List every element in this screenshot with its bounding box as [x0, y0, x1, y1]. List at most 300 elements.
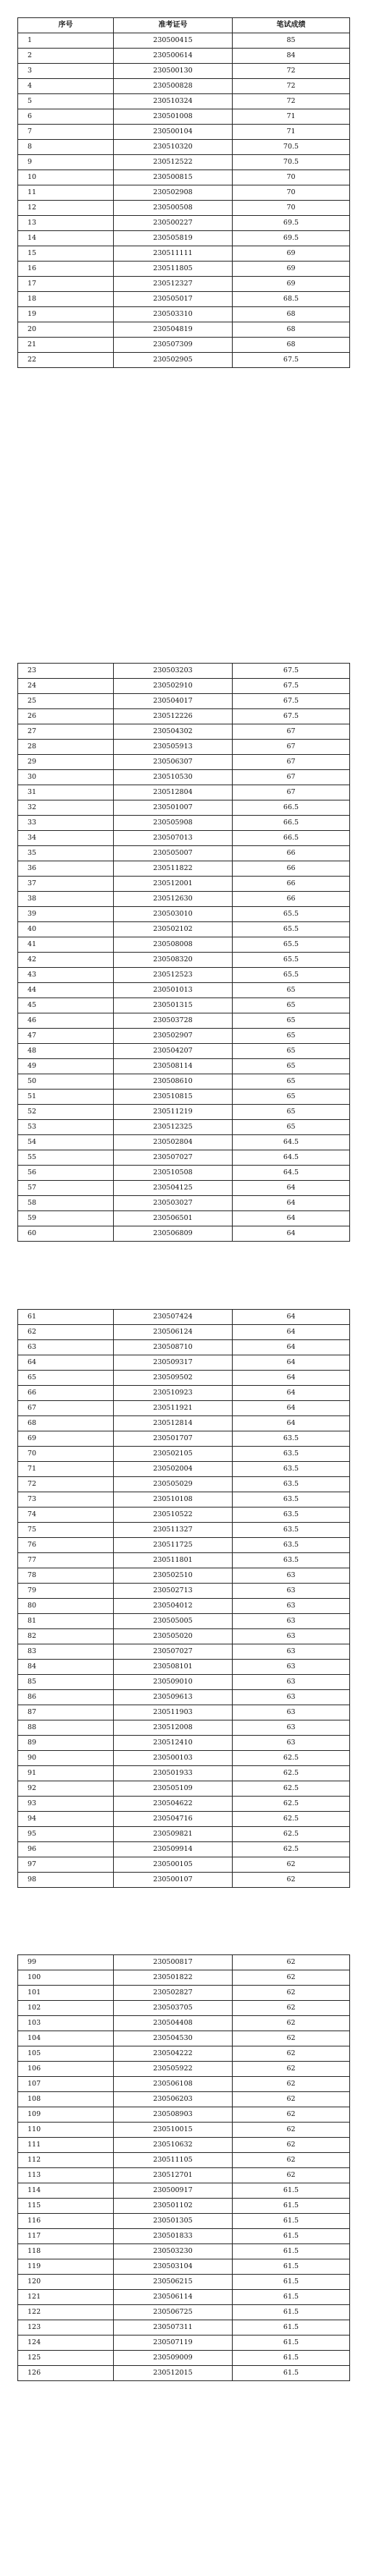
row-seq: 107 — [18, 2077, 114, 2092]
table-row — [18, 1970, 350, 1986]
row-seq: 43 — [18, 968, 114, 983]
row-score: 61.5 — [233, 2366, 350, 2381]
table-row — [18, 724, 350, 740]
row-seq: 22 — [18, 353, 114, 368]
table-row — [18, 1842, 350, 1857]
row-exam-id: 230508710 — [114, 1340, 233, 1355]
row-seq: 51 — [18, 1090, 114, 1105]
row-exam-id: 230510324 — [114, 94, 233, 109]
table-row — [18, 79, 350, 94]
row-seq: 6 — [18, 109, 114, 125]
row-seq: 44 — [18, 983, 114, 998]
row-score: 63 — [233, 1644, 350, 1660]
row-score: 66.5 — [233, 800, 350, 816]
row-score: 62 — [233, 1955, 350, 1970]
row-score: 70.5 — [233, 155, 350, 170]
row-exam-id: 230505020 — [114, 1629, 233, 1644]
row-score: 63.5 — [233, 1538, 350, 1553]
row-score: 63 — [233, 1660, 350, 1675]
row-seq: 26 — [18, 709, 114, 724]
table-row — [18, 1416, 350, 1431]
score-table — [17, 1309, 350, 1888]
row-score: 63.5 — [233, 1553, 350, 1568]
row-seq: 117 — [18, 2229, 114, 2244]
row-score: 64 — [233, 1196, 350, 1211]
table-row — [18, 2016, 350, 2031]
table-row — [18, 664, 350, 679]
row-exam-id: 230501013 — [114, 983, 233, 998]
table-row — [18, 201, 350, 216]
row-exam-id: 230504207 — [114, 1044, 233, 1059]
row-seq: 46 — [18, 1013, 114, 1029]
row-exam-id: 230511111 — [114, 246, 233, 262]
row-score: 70 — [233, 185, 350, 201]
table-row — [18, 1797, 350, 1812]
row-exam-id: 230504222 — [114, 2046, 233, 2062]
row-seq: 72 — [18, 1477, 114, 1492]
row-exam-id: 230505819 — [114, 231, 233, 246]
row-exam-id: 230500105 — [114, 1857, 233, 1873]
row-score: 65 — [233, 1013, 350, 1029]
table-row — [18, 2214, 350, 2229]
row-exam-id: 230511801 — [114, 1553, 233, 1568]
row-score: 67.5 — [233, 679, 350, 694]
row-score: 64 — [233, 1401, 350, 1416]
table-row — [18, 155, 350, 170]
row-score: 69.5 — [233, 231, 350, 246]
row-exam-id: 230504302 — [114, 724, 233, 740]
table-header-row — [18, 18, 350, 33]
row-seq: 87 — [18, 1705, 114, 1720]
table-row — [18, 922, 350, 937]
table-row — [18, 694, 350, 709]
table-row — [18, 2290, 350, 2305]
row-score: 61.5 — [233, 2290, 350, 2305]
row-seq: 115 — [18, 2199, 114, 2214]
row-exam-id: 230504622 — [114, 1797, 233, 1812]
row-exam-id: 230511903 — [114, 1705, 233, 1720]
row-exam-id: 230503027 — [114, 1196, 233, 1211]
row-exam-id: 230511805 — [114, 262, 233, 277]
row-exam-id: 230500227 — [114, 216, 233, 231]
row-seq: 49 — [18, 1059, 114, 1074]
row-score: 67 — [233, 740, 350, 755]
row-exam-id: 230507309 — [114, 338, 233, 353]
row-score: 67.5 — [233, 353, 350, 368]
row-score: 62 — [233, 2031, 350, 2046]
table-row — [18, 1226, 350, 1242]
row-exam-id: 230508320 — [114, 953, 233, 968]
table-row — [18, 1310, 350, 1325]
row-score: 68 — [233, 338, 350, 353]
row-seq: 31 — [18, 785, 114, 800]
row-exam-id: 230508101 — [114, 1660, 233, 1675]
row-score: 65.5 — [233, 907, 350, 922]
row-seq: 99 — [18, 1955, 114, 1970]
row-seq: 47 — [18, 1029, 114, 1044]
table-row — [18, 1059, 350, 1074]
row-score: 62 — [233, 2062, 350, 2077]
row-score: 68.5 — [233, 292, 350, 307]
table-row — [18, 353, 350, 368]
table-row — [18, 2244, 350, 2259]
row-seq: 125 — [18, 2351, 114, 2366]
row-exam-id: 230511219 — [114, 1105, 233, 1120]
row-score: 61.5 — [233, 2320, 350, 2335]
row-score: 64 — [233, 1325, 350, 1340]
table-row — [18, 1736, 350, 1751]
row-score: 64 — [233, 1310, 350, 1325]
row-exam-id: 230501102 — [114, 2199, 233, 2214]
row-seq: 19 — [18, 307, 114, 322]
row-seq: 1 — [18, 33, 114, 49]
table-row — [18, 2138, 350, 2153]
row-exam-id: 230506108 — [114, 2077, 233, 2092]
row-exam-id: 230505029 — [114, 1477, 233, 1492]
table-row — [18, 1447, 350, 1462]
table-row — [18, 277, 350, 292]
row-exam-id: 230508114 — [114, 1059, 233, 1074]
row-exam-id: 230500130 — [114, 64, 233, 79]
row-score: 61.5 — [233, 2183, 350, 2199]
row-exam-id: 230506501 — [114, 1211, 233, 1226]
row-score: 63 — [233, 1675, 350, 1690]
row-score: 63.5 — [233, 1462, 350, 1477]
row-exam-id: 230504125 — [114, 1181, 233, 1196]
table-row — [18, 262, 350, 277]
row-seq: 103 — [18, 2016, 114, 2031]
row-seq: 42 — [18, 953, 114, 968]
table-row — [18, 1781, 350, 1797]
row-seq: 35 — [18, 846, 114, 861]
row-exam-id: 230509914 — [114, 1842, 233, 1857]
table-row — [18, 1644, 350, 1660]
row-score: 65.5 — [233, 937, 350, 953]
table-row — [18, 679, 350, 694]
row-seq: 61 — [18, 1310, 114, 1325]
row-exam-id: 230501007 — [114, 800, 233, 816]
row-seq: 14 — [18, 231, 114, 246]
table-row — [18, 1325, 350, 1340]
row-score: 63 — [233, 1736, 350, 1751]
row-exam-id: 230502510 — [114, 1568, 233, 1584]
row-seq: 90 — [18, 1751, 114, 1766]
row-seq: 15 — [18, 246, 114, 262]
table-row — [18, 1355, 350, 1371]
row-score: 62 — [233, 2016, 350, 2031]
row-score: 65.5 — [233, 922, 350, 937]
row-score: 64 — [233, 1386, 350, 1401]
table-row — [18, 1090, 350, 1105]
table-row — [18, 2199, 350, 2214]
row-score: 69 — [233, 277, 350, 292]
row-seq: 30 — [18, 770, 114, 785]
row-exam-id: 230507119 — [114, 2335, 233, 2351]
row-score: 62 — [233, 1970, 350, 1986]
row-seq: 73 — [18, 1492, 114, 1507]
row-exam-id: 230502102 — [114, 922, 233, 937]
row-seq: 84 — [18, 1660, 114, 1675]
row-score: 61.5 — [233, 2244, 350, 2259]
row-seq: 80 — [18, 1599, 114, 1614]
row-seq: 69 — [18, 1431, 114, 1447]
row-seq: 104 — [18, 2031, 114, 2046]
row-seq: 110 — [18, 2123, 114, 2138]
row-score: 63.5 — [233, 1477, 350, 1492]
row-score: 61.5 — [233, 2259, 350, 2275]
row-score: 67.5 — [233, 709, 350, 724]
row-seq: 7 — [18, 125, 114, 140]
table-row — [18, 1401, 350, 1416]
row-seq: 32 — [18, 800, 114, 816]
row-exam-id: 230501305 — [114, 2214, 233, 2229]
row-score: 62 — [233, 2092, 350, 2107]
row-seq: 8 — [18, 140, 114, 155]
row-seq: 126 — [18, 2366, 114, 2381]
row-score: 62.5 — [233, 1766, 350, 1781]
row-score: 61.5 — [233, 2335, 350, 2351]
row-exam-id: 230512327 — [114, 277, 233, 292]
row-score: 65 — [233, 1029, 350, 1044]
table-row — [18, 1986, 350, 2001]
table-row — [18, 2046, 350, 2062]
row-seq: 113 — [18, 2168, 114, 2183]
row-seq: 54 — [18, 1135, 114, 1150]
table-row — [18, 2320, 350, 2335]
row-exam-id: 230509009 — [114, 2351, 233, 2366]
row-exam-id: 230504017 — [114, 694, 233, 709]
row-score: 84 — [233, 49, 350, 64]
row-score: 63 — [233, 1705, 350, 1720]
row-score: 65 — [233, 1105, 350, 1120]
row-seq: 59 — [18, 1211, 114, 1226]
table-row — [18, 1120, 350, 1135]
row-seq: 120 — [18, 2275, 114, 2290]
row-exam-id: 230502804 — [114, 1135, 233, 1150]
row-seq: 24 — [18, 679, 114, 694]
row-seq: 11 — [18, 185, 114, 201]
row-exam-id: 230501707 — [114, 1431, 233, 1447]
table-row — [18, 64, 350, 79]
row-exam-id: 230500103 — [114, 1751, 233, 1766]
row-seq: 37 — [18, 877, 114, 892]
header-score: 笔试成绩 — [233, 18, 350, 33]
row-exam-id: 230511105 — [114, 2153, 233, 2168]
row-score: 64 — [233, 1371, 350, 1386]
row-seq: 124 — [18, 2335, 114, 2351]
row-seq: 40 — [18, 922, 114, 937]
table-row — [18, 709, 350, 724]
table-row — [18, 1211, 350, 1226]
row-exam-id: 230501833 — [114, 2229, 233, 2244]
row-score: 61.5 — [233, 2305, 350, 2320]
row-score: 67 — [233, 724, 350, 740]
row-seq: 112 — [18, 2153, 114, 2168]
row-exam-id: 230507424 — [114, 1310, 233, 1325]
table-row — [18, 2031, 350, 2046]
row-score: 63 — [233, 1629, 350, 1644]
row-seq: 83 — [18, 1644, 114, 1660]
row-seq: 58 — [18, 1196, 114, 1211]
table-row — [18, 892, 350, 907]
row-score: 62 — [233, 2077, 350, 2092]
row-score: 70 — [233, 201, 350, 216]
row-score: 65 — [233, 998, 350, 1013]
row-seq: 79 — [18, 1584, 114, 1599]
row-seq: 97 — [18, 1857, 114, 1873]
row-score: 62.5 — [233, 1827, 350, 1842]
table-row — [18, 785, 350, 800]
table-row — [18, 800, 350, 816]
table-row — [18, 937, 350, 953]
row-exam-id: 230510508 — [114, 1166, 233, 1181]
row-exam-id: 230509010 — [114, 1675, 233, 1690]
table-row — [18, 861, 350, 877]
row-seq: 67 — [18, 1401, 114, 1416]
row-seq: 28 — [18, 740, 114, 755]
row-score: 64 — [233, 1416, 350, 1431]
row-score: 63.5 — [233, 1431, 350, 1447]
table-row — [18, 109, 350, 125]
row-seq: 16 — [18, 262, 114, 277]
row-seq: 41 — [18, 937, 114, 953]
table-row — [18, 2275, 350, 2290]
row-seq: 50 — [18, 1074, 114, 1090]
row-exam-id: 230511822 — [114, 861, 233, 877]
row-exam-id: 230503104 — [114, 2259, 233, 2275]
table-row — [18, 1690, 350, 1705]
row-seq: 121 — [18, 2290, 114, 2305]
table-row — [18, 1568, 350, 1584]
row-exam-id: 230502907 — [114, 1029, 233, 1044]
row-exam-id: 230506809 — [114, 1226, 233, 1242]
table-row — [18, 1720, 350, 1736]
row-exam-id: 230500917 — [114, 2183, 233, 2199]
row-exam-id: 230500508 — [114, 201, 233, 216]
table-row — [18, 1812, 350, 1827]
row-score: 63 — [233, 1614, 350, 1629]
table-row — [18, 33, 350, 49]
row-exam-id: 230511327 — [114, 1523, 233, 1538]
table-row — [18, 1477, 350, 1492]
table-row — [18, 998, 350, 1013]
table-row — [18, 2259, 350, 2275]
row-score: 65 — [233, 1044, 350, 1059]
table-row — [18, 1181, 350, 1196]
row-seq: 70 — [18, 1447, 114, 1462]
row-score: 62 — [233, 2138, 350, 2153]
table-row — [18, 1751, 350, 1766]
row-exam-id: 230512630 — [114, 892, 233, 907]
table-row — [18, 877, 350, 892]
row-score: 62.5 — [233, 1842, 350, 1857]
row-seq: 18 — [18, 292, 114, 307]
row-score: 65.5 — [233, 953, 350, 968]
row-exam-id: 230509317 — [114, 1355, 233, 1371]
row-score: 72 — [233, 79, 350, 94]
table-row — [18, 246, 350, 262]
table-row — [18, 740, 350, 755]
table-row — [18, 1553, 350, 1568]
row-exam-id: 230500614 — [114, 49, 233, 64]
row-seq: 75 — [18, 1523, 114, 1538]
row-score: 69.5 — [233, 216, 350, 231]
table-row — [18, 2001, 350, 2016]
table-row — [18, 907, 350, 922]
score-table — [17, 17, 350, 368]
row-seq: 4 — [18, 79, 114, 94]
table-row — [18, 2107, 350, 2123]
row-seq: 114 — [18, 2183, 114, 2199]
row-exam-id: 230502910 — [114, 679, 233, 694]
row-exam-id: 230512325 — [114, 1120, 233, 1135]
row-exam-id: 230501008 — [114, 109, 233, 125]
row-seq: 63 — [18, 1340, 114, 1355]
table-row — [18, 1074, 350, 1090]
row-seq: 55 — [18, 1150, 114, 1166]
row-exam-id: 230502905 — [114, 353, 233, 368]
row-seq: 78 — [18, 1568, 114, 1584]
table-row — [18, 1955, 350, 1970]
table-row — [18, 1584, 350, 1599]
row-exam-id: 230510530 — [114, 770, 233, 785]
row-seq: 91 — [18, 1766, 114, 1781]
table-row — [18, 846, 350, 861]
table-row — [18, 1523, 350, 1538]
row-exam-id: 230512001 — [114, 877, 233, 892]
row-exam-id: 230507027 — [114, 1150, 233, 1166]
row-score: 66 — [233, 877, 350, 892]
row-score: 63.5 — [233, 1523, 350, 1538]
row-exam-id: 230505908 — [114, 816, 233, 831]
table-row — [18, 1538, 350, 1553]
table-row — [18, 770, 350, 785]
row-score: 72 — [233, 94, 350, 109]
row-seq: 98 — [18, 1873, 114, 1888]
row-exam-id: 230504716 — [114, 1812, 233, 1827]
row-score: 64.5 — [233, 1150, 350, 1166]
row-exam-id: 230505017 — [114, 292, 233, 307]
row-score: 63.5 — [233, 1492, 350, 1507]
row-exam-id: 230502105 — [114, 1447, 233, 1462]
row-score: 62.5 — [233, 1751, 350, 1766]
table-row — [18, 185, 350, 201]
row-exam-id: 230512814 — [114, 1416, 233, 1431]
row-seq: 105 — [18, 2046, 114, 2062]
row-exam-id: 230512226 — [114, 709, 233, 724]
row-exam-id: 230510108 — [114, 1492, 233, 1507]
row-score: 64 — [233, 1355, 350, 1371]
table-row — [18, 2183, 350, 2199]
row-score: 63.5 — [233, 1447, 350, 1462]
row-exam-id: 230504819 — [114, 322, 233, 338]
row-seq: 118 — [18, 2244, 114, 2259]
row-exam-id: 230502827 — [114, 1986, 233, 2001]
row-exam-id: 230508610 — [114, 1074, 233, 1090]
row-score: 85 — [233, 33, 350, 49]
row-seq: 53 — [18, 1120, 114, 1135]
row-exam-id: 230502908 — [114, 185, 233, 201]
table-row — [18, 2366, 350, 2381]
row-score: 63 — [233, 1584, 350, 1599]
row-exam-id: 230510815 — [114, 1090, 233, 1105]
row-exam-id: 230505005 — [114, 1614, 233, 1629]
row-seq: 71 — [18, 1462, 114, 1477]
row-exam-id: 230509613 — [114, 1690, 233, 1705]
row-seq: 23 — [18, 664, 114, 679]
table-row — [18, 2092, 350, 2107]
table-row — [18, 322, 350, 338]
